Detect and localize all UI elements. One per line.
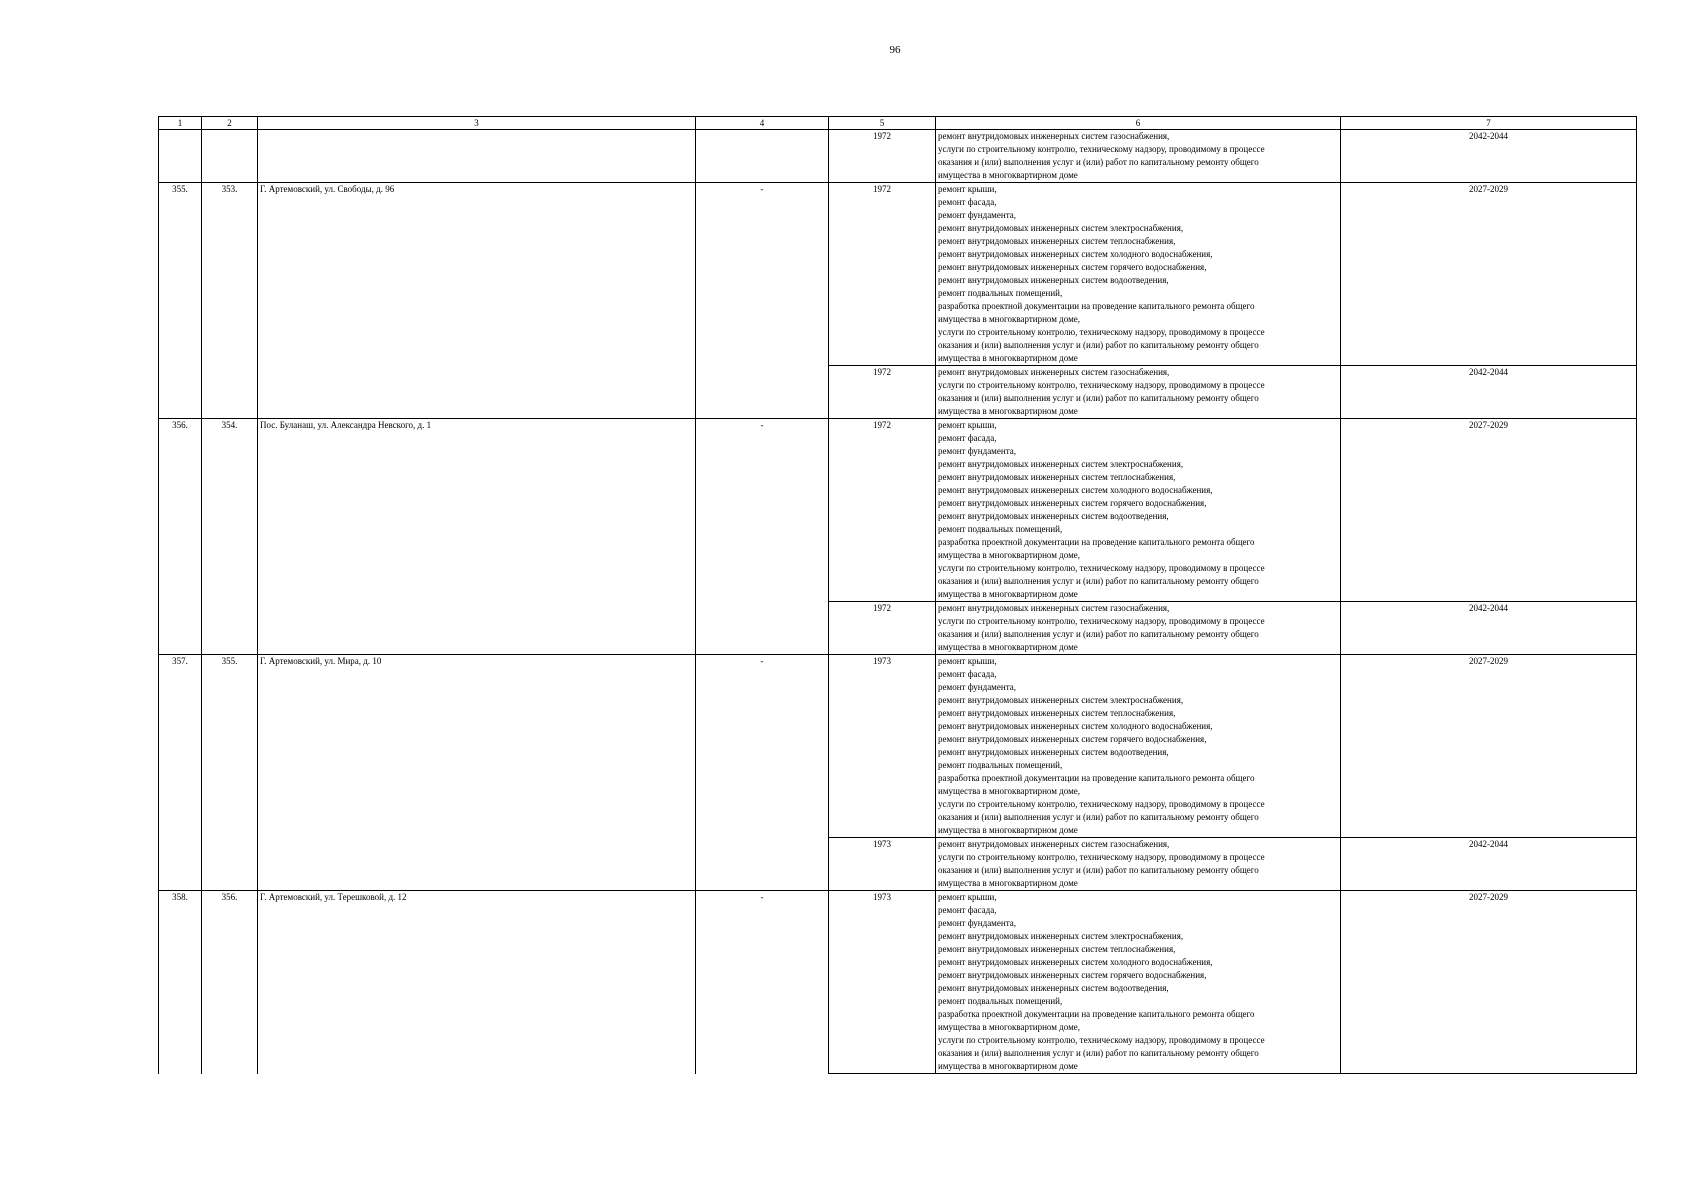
column-number-row bbox=[159, 117, 1637, 130]
works-list bbox=[936, 130, 1341, 183]
column-number: 1 bbox=[159, 117, 202, 130]
col4-cell: - bbox=[696, 183, 829, 419]
repair-schedule-table bbox=[158, 116, 1637, 1074]
sub-number-cell: 353. bbox=[202, 183, 258, 419]
work-item: ремонт подвальных помещений, bbox=[938, 760, 1063, 770]
sub-number-cell: 355. bbox=[202, 655, 258, 891]
year-cell: 1972 bbox=[829, 130, 936, 183]
period-cell: 2042-2044 bbox=[1341, 602, 1637, 655]
work-item: ремонт внутридомовых инженерных систем горячего водоснабжения, bbox=[938, 262, 1207, 272]
work-item: ремонт фасада, bbox=[938, 669, 997, 679]
column-number: 5 bbox=[829, 117, 936, 130]
work-item: ремонт фасада, bbox=[938, 197, 997, 207]
work-item: имущества в многоквартирном доме bbox=[938, 642, 1078, 652]
sub-number-cell: 356. bbox=[202, 891, 258, 1074]
year-cell: 1973 bbox=[829, 891, 936, 1074]
work-item: услуги по строительному контролю, техническому надзору, проводимому в процессе bbox=[938, 327, 1265, 337]
col4-cell bbox=[696, 130, 829, 183]
col4-cell: - bbox=[696, 655, 829, 891]
work-item: ремонт фундамента, bbox=[938, 918, 1016, 928]
work-item: оказания и (или) выполнения услуг и (или) работ по капитальному ремонту общего bbox=[938, 157, 1259, 167]
work-item: ремонт подвальных помещений, bbox=[938, 996, 1063, 1006]
year-cell: 1972 bbox=[829, 183, 936, 366]
work-item: ремонт внутридомовых инженерных систем теплоснабжения, bbox=[938, 236, 1176, 246]
work-item: ремонт внутридомовых инженерных систем горячего водоснабжения, bbox=[938, 734, 1207, 744]
work-item: оказания и (или) выполнения услуг и (или) работ по капитальному ремонту общего bbox=[938, 1048, 1259, 1058]
year-cell: 1972 bbox=[829, 419, 936, 602]
work-item: оказания и (или) выполнения услуг и (или) работ по капитальному ремонту общего bbox=[938, 340, 1259, 350]
works-list bbox=[936, 655, 1341, 838]
table-row bbox=[159, 183, 1637, 366]
table-row bbox=[159, 419, 1637, 602]
column-number: 4 bbox=[696, 117, 829, 130]
work-item: разработка проектной документации на проведение капитального ремонта общего bbox=[938, 1009, 1255, 1019]
table-row bbox=[159, 891, 1637, 1074]
table-row bbox=[159, 655, 1637, 838]
period-cell: 2027-2029 bbox=[1341, 419, 1637, 602]
work-item: ремонт внутридомовых инженерных систем теплоснабжения, bbox=[938, 472, 1176, 482]
work-item: ремонт внутридомовых инженерных систем водоотведения, bbox=[938, 275, 1169, 285]
works-list bbox=[936, 602, 1341, 655]
work-item: оказания и (или) выполнения услуг и (или) работ по капитальному ремонту общего bbox=[938, 812, 1259, 822]
work-item: имущества в многоквартирном доме bbox=[938, 825, 1078, 835]
work-item: ремонт крыши, bbox=[938, 656, 997, 666]
work-item: услуги по строительному контролю, техническому надзору, проводимому в процессе bbox=[938, 852, 1265, 862]
work-item: ремонт внутридомовых инженерных систем электроснабжения, bbox=[938, 223, 1184, 233]
work-item: услуги по строительному контролю, техническому надзору, проводимому в процессе bbox=[938, 144, 1265, 154]
col4-cell: - bbox=[696, 891, 829, 1074]
work-item: ремонт внутридомовых инженерных систем холодного водоснабжения, bbox=[938, 721, 1213, 731]
work-item: имущества в многоквартирном доме bbox=[938, 353, 1078, 363]
work-item: услуги по строительному контролю, техническому надзору, проводимому в процессе bbox=[938, 1035, 1265, 1045]
work-item: ремонт фундамента, bbox=[938, 210, 1016, 220]
row-number-cell: 358. bbox=[159, 891, 202, 1074]
work-item: ремонт внутридомовых инженерных систем холодного водоснабжения, bbox=[938, 485, 1213, 495]
work-item: ремонт внутридомовых инженерных систем электроснабжения, bbox=[938, 931, 1184, 941]
work-item: ремонт внутридомовых инженерных систем газоснабжения, bbox=[938, 603, 1170, 613]
column-number: 2 bbox=[202, 117, 258, 130]
work-item: ремонт внутридомовых инженерных систем горячего водоснабжения, bbox=[938, 498, 1207, 508]
period-cell: 2042-2044 bbox=[1341, 130, 1637, 183]
work-item: ремонт внутридомовых инженерных систем электроснабжения, bbox=[938, 695, 1184, 705]
work-item: ремонт внутридомовых инженерных систем электроснабжения, bbox=[938, 459, 1184, 469]
year-cell: 1972 bbox=[829, 602, 936, 655]
works-list bbox=[936, 183, 1341, 366]
work-item: имущества в многоквартирном доме bbox=[938, 170, 1078, 180]
work-item: ремонт внутридомовых инженерных систем холодного водоснабжения, bbox=[938, 957, 1213, 967]
works-list bbox=[936, 838, 1341, 891]
period-cell: 2027-2029 bbox=[1341, 891, 1637, 1074]
sub-number-cell: 354. bbox=[202, 419, 258, 655]
period-cell: 2027-2029 bbox=[1341, 655, 1637, 838]
work-item: оказания и (или) выполнения услуг и (или) работ по капитальному ремонту общего bbox=[938, 393, 1259, 403]
column-number: 3 bbox=[258, 117, 696, 130]
period-cell: 2042-2044 bbox=[1341, 838, 1637, 891]
address-cell: Пос. Буланаш, ул. Александра Невского, д. 1 bbox=[258, 419, 696, 655]
work-item: имущества в многоквартирном доме bbox=[938, 406, 1078, 416]
address-cell: Г. Артемовский, ул. Мира, д. 10 bbox=[258, 655, 696, 891]
table-row bbox=[159, 130, 1637, 183]
work-item: имущества в многоквартирном доме bbox=[938, 878, 1078, 888]
works-list bbox=[936, 419, 1341, 602]
work-item: ремонт внутридомовых инженерных систем теплоснабжения, bbox=[938, 944, 1176, 954]
work-item: ремонт внутридомовых инженерных систем водоотведения, bbox=[938, 511, 1169, 521]
work-item: оказания и (или) выполнения услуг и (или) работ по капитальному ремонту общего bbox=[938, 865, 1259, 875]
works-list bbox=[936, 366, 1341, 419]
work-item: ремонт фундамента, bbox=[938, 446, 1016, 456]
work-item: ремонт фасада, bbox=[938, 905, 997, 915]
col4-cell: - bbox=[696, 419, 829, 655]
work-item: ремонт крыши, bbox=[938, 184, 997, 194]
column-number: 6 bbox=[936, 117, 1341, 130]
work-item: ремонт фасада, bbox=[938, 433, 997, 443]
row-number-cell: 355. bbox=[159, 183, 202, 419]
address-cell: Г. Артемовский, ул. Свободы, д. 96 bbox=[258, 183, 696, 419]
row-number-cell bbox=[159, 130, 202, 183]
work-item: разработка проектной документации на проведение капитального ремонта общего bbox=[938, 773, 1255, 783]
period-cell: 2027-2029 bbox=[1341, 183, 1637, 366]
work-item: ремонт внутридомовых инженерных систем водоотведения, bbox=[938, 983, 1169, 993]
address-cell: Г. Артемовский, ул. Терешковой, д. 12 bbox=[258, 891, 696, 1074]
table-body bbox=[159, 117, 1637, 1074]
work-item: ремонт крыши, bbox=[938, 892, 997, 902]
work-item: имущества в многоквартирном доме bbox=[938, 1061, 1078, 1071]
work-item: ремонт фундамента, bbox=[938, 682, 1016, 692]
work-item: ремонт внутридомовых инженерных систем газоснабжения, bbox=[938, 131, 1170, 141]
work-item: имущества в многоквартирном доме, bbox=[938, 1022, 1081, 1032]
work-item: услуги по строительному контролю, техническому надзору, проводимому в процессе bbox=[938, 799, 1265, 809]
work-item: ремонт внутридомовых инженерных систем холодного водоснабжения, bbox=[938, 249, 1213, 259]
work-item: ремонт внутридомовых инженерных систем газоснабжения, bbox=[938, 839, 1170, 849]
sub-number-cell bbox=[202, 130, 258, 183]
work-item: оказания и (или) выполнения услуг и (или) работ по капитальному ремонту общего bbox=[938, 576, 1259, 586]
work-item: ремонт внутридомовых инженерных систем горячего водоснабжения, bbox=[938, 970, 1207, 980]
work-item: разработка проектной документации на проведение капитального ремонта общего bbox=[938, 537, 1255, 547]
row-number-cell: 357. bbox=[159, 655, 202, 891]
work-item: имущества в многоквартирном доме, bbox=[938, 550, 1081, 560]
work-item: имущества в многоквартирном доме, bbox=[938, 314, 1081, 324]
work-item: ремонт внутридомовых инженерных систем газоснабжения, bbox=[938, 367, 1170, 377]
year-cell: 1972 bbox=[829, 366, 936, 419]
work-item: ремонт крыши, bbox=[938, 420, 997, 430]
work-item: разработка проектной документации на проведение капитального ремонта общего bbox=[938, 301, 1255, 311]
column-number: 7 bbox=[1341, 117, 1637, 130]
work-item: ремонт внутридомовых инженерных систем водоотведения, bbox=[938, 747, 1169, 757]
work-item: имущества в многоквартирном доме bbox=[938, 589, 1078, 599]
page-number: 96 bbox=[889, 44, 901, 56]
work-item: услуги по строительному контролю, техническому надзору, проводимому в процессе bbox=[938, 563, 1265, 573]
works-list bbox=[936, 891, 1341, 1074]
work-item: ремонт подвальных помещений, bbox=[938, 524, 1063, 534]
year-cell: 1973 bbox=[829, 655, 936, 838]
work-item: ремонт внутридомовых инженерных систем теплоснабжения, bbox=[938, 708, 1176, 718]
year-cell: 1973 bbox=[829, 838, 936, 891]
work-item: ремонт подвальных помещений, bbox=[938, 288, 1063, 298]
work-item: имущества в многоквартирном доме, bbox=[938, 786, 1081, 796]
work-item: оказания и (или) выполнения услуг и (или) работ по капитальному ремонту общего bbox=[938, 629, 1259, 639]
period-cell: 2042-2044 bbox=[1341, 366, 1637, 419]
address-cell bbox=[258, 130, 696, 183]
work-item: услуги по строительному контролю, техническому надзору, проводимому в процессе bbox=[938, 380, 1265, 390]
work-item: услуги по строительному контролю, техническому надзору, проводимому в процессе bbox=[938, 616, 1265, 626]
row-number-cell: 356. bbox=[159, 419, 202, 655]
